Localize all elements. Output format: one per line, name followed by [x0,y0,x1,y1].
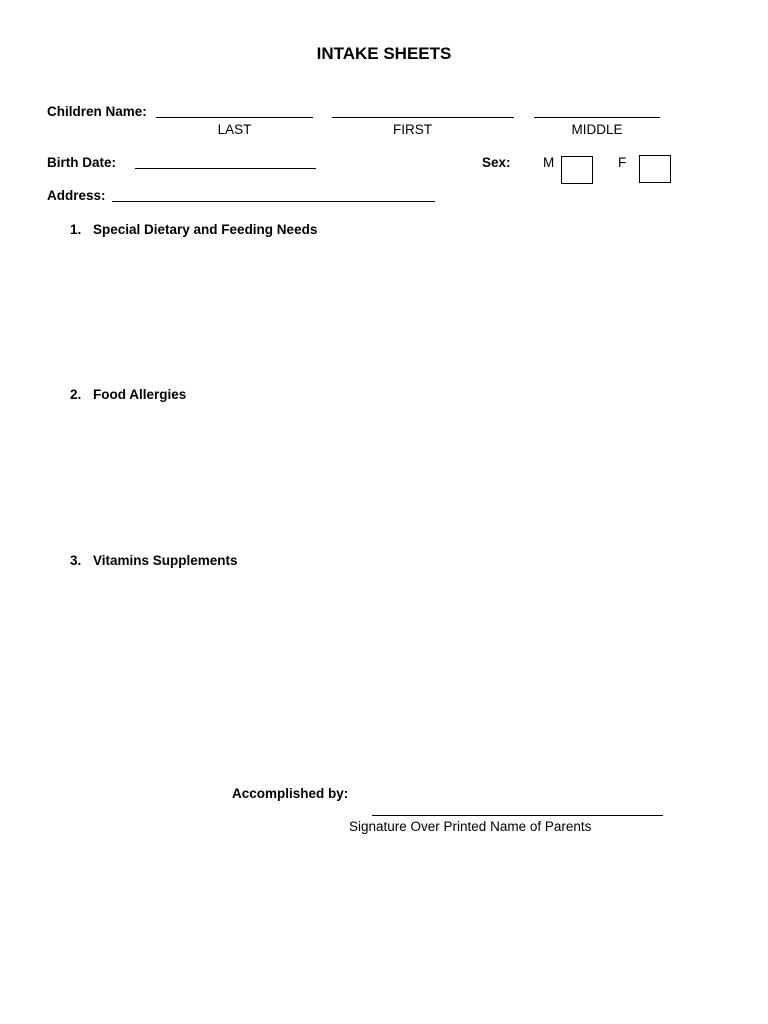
last-name-field[interactable] [156,117,313,118]
section-2-title: Food Allergies [93,387,187,402]
children-name-label: Children Name: [47,104,147,119]
sex-female-checkbox[interactable] [639,155,671,183]
section-3-number: 3. [70,553,82,568]
accomplished-by-label: Accomplished by: [232,786,349,801]
sex-male-label: M [543,155,555,170]
birth-date-label: Birth Date: [47,155,117,170]
sex-female-label: F [618,155,627,170]
signature-caption: Signature Over Printed Name of Parents [349,819,592,834]
section-1-number: 1. [70,222,82,237]
section-2-number: 2. [70,387,82,402]
signature-field[interactable] [372,815,663,816]
sex-label: Sex: [482,155,511,170]
form-title: INTAKE SHEETS [316,44,452,63]
last-name-caption: LAST [217,122,252,137]
address-label: Address: [47,188,106,203]
section-1-title: Special Dietary and Feeding Needs [93,222,318,237]
middle-name-field[interactable] [534,117,660,118]
middle-name-caption: MIDDLE [571,122,623,137]
section-3-title: Vitamins Supplements [93,553,238,568]
first-name-caption: FIRST [393,122,432,137]
birth-date-field[interactable] [135,168,316,169]
first-name-field[interactable] [332,117,514,118]
address-field[interactable] [112,201,435,202]
sex-male-checkbox[interactable] [561,156,593,184]
